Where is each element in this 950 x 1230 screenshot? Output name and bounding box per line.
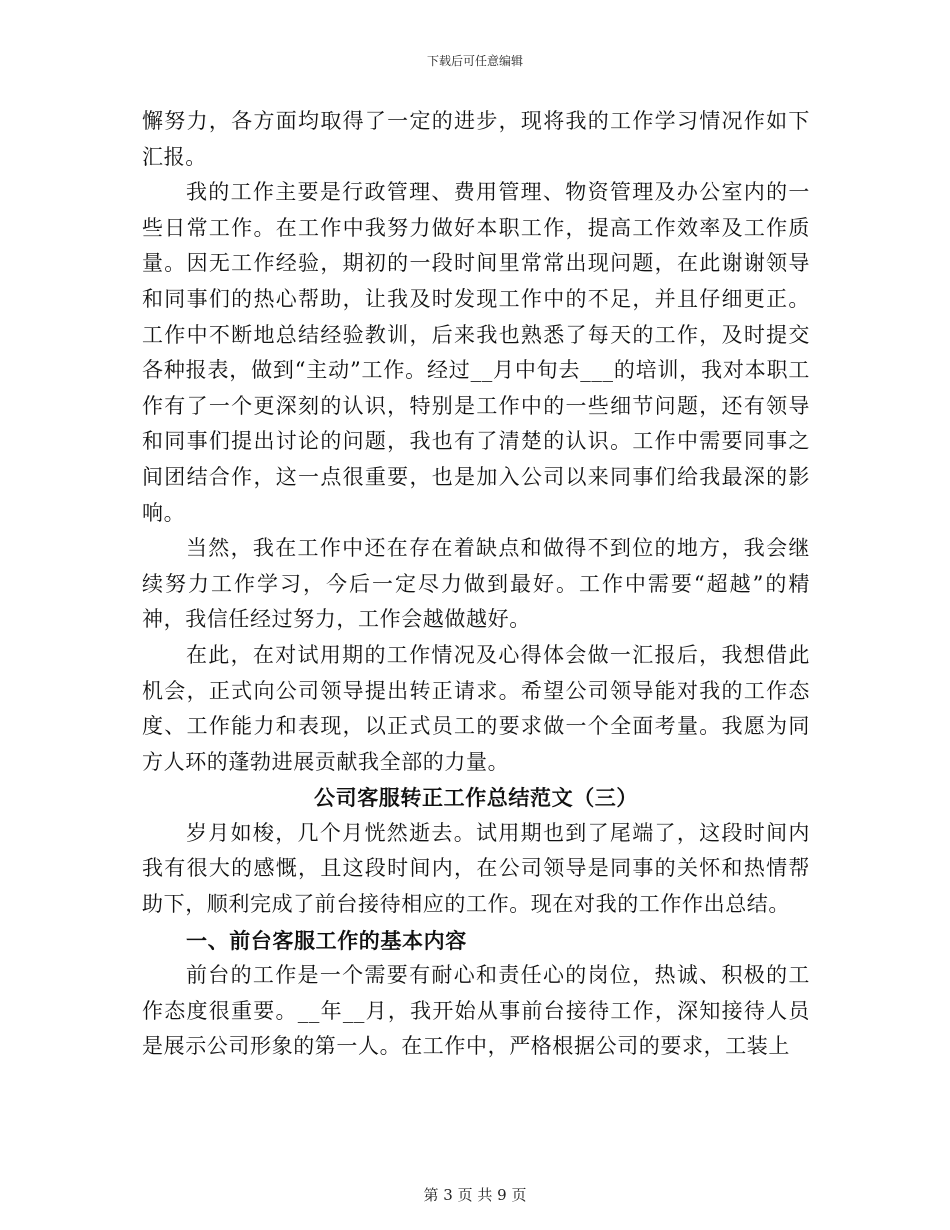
paragraph-request: 在此，在对试用期的工作情况及心得体会做一汇报后，我想借此机会，正式向公司领导提出转正请求。希望公司领导能对我的工作态度、工作能力和表现，以正式员工的要求做一个全面考量。我愿为同方人环的蓬勃进展贡献我全部的力量。 [142, 642, 810, 774]
sub-heading: 一、前台客服工作的基本内容 [186, 927, 467, 953]
paragraph-front-desk: 前台的工作是一个需要有耐心和责任心的岗位，热诚、积极的工作态度很重要。__年__月，我开始从事前台接待工作，深知接待人员是展示公司形象的第一人。在工作中，严格根据公司的要求，工装上 [142, 963, 810, 1059]
paragraph-shortcomings: 当然，我在工作中还在存在着缺点和做得不到位的地方，我会继续努力工作学习，今后一定尽力做到最好。工作中需要“超越”的精神，我信任经过努力，工作会越做越好。 [142, 536, 810, 632]
paragraph-work-duties: 我的工作主要是行政管理、费用管理、物资管理及办公室内的一些日常工作。在工作中我努力做好本职工作，提高工作效率及工作质量。因无工作经验，期初的一段时间里常常出现问题，在此谢谢领导和同事们的热心帮助，让我及时发现工作中的不足，并且仔细更正。工作中不断地总结经验教训，后来我也熟悉了每天的工作，及时提交各种报表，做到“主动”工作。经过__月中旬去___的培训，我对本职工作有了一个更深刻的认识，特别是工作中的一些细节问题，还有领导和同事们提出讨论的问题，我也有了清楚的认识。工作中需要同事之间团结合作，这一点很重要，也是加入公司以来同事们给我最深的影响。 [142, 180, 810, 525]
document-body [142, 104, 810, 1065]
page-footer: 第 3 页 共 9 页 [423, 1186, 527, 1204]
section-title: 公司客服转正工作总结范文（三） [314, 785, 638, 811]
paragraph-intro: 岁月如梭，几个月恍然逝去。试用期也到了尾端了，这段时间内我有很大的感慨，且这段时间内，在公司领导是同事的关怀和热情帮助下，顺利完成了前台接待相应的工作。现在对我的工作作出总结。 [142, 820, 810, 917]
page-header: 下载后可任意编辑 [426, 54, 523, 68]
paragraph-continuation: 懈努力，各方面均取得了一定的进步，现将我的工作学习情况作如下汇报。 [142, 109, 810, 169]
